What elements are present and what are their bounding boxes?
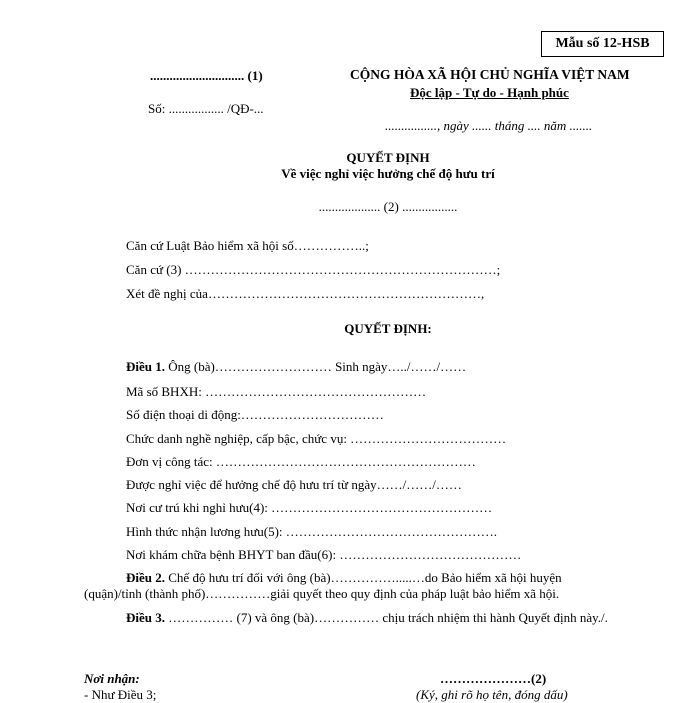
field-pension-method: Hình thức nhận lương hưu(5): ………………………………………….	[126, 524, 498, 539]
title-sub: Về việc nghỉ việc hưởng chế độ hưu trí	[281, 166, 495, 181]
authority-text: ................... (2) .................	[318, 199, 458, 214]
field-social-insurance-code: Mã số BHXH: ……………………………………………	[126, 384, 427, 399]
article-3	[126, 610, 608, 626]
field-retirement-date: Được nghỉ việc để hưởng chế độ hưu trí từ ngày……/……/……	[126, 477, 462, 492]
preamble-line-1: Căn cứ Luật Bảo hiểm xã hội số……………..;	[126, 238, 369, 253]
article-1	[126, 359, 466, 375]
article-2-text: Chế độ hưu trí đối với ông (bà)…………….....…do Bảo hiểm xã hội huyện	[165, 570, 562, 585]
form-number: Mẫu số 12-HSB	[555, 36, 650, 51]
date-line: ................, ngày ...... tháng .... năm .......	[385, 118, 593, 133]
field-work-unit: Đơn vị công tác: ……………………………………………………	[126, 454, 476, 469]
issuing-org-line: ............................. (1)	[150, 68, 263, 83]
authority-line	[0, 199, 700, 215]
field-health-insurance-clinic: Nơi khám chữa bệnh BHYT ban đầu(6): ……………………………………	[126, 547, 522, 562]
preamble-line-2: Căn cứ (3) ………………………………………………………………;	[126, 262, 501, 277]
signature-note: (Ký, ghi rõ họ tên, đóng dấu)	[416, 687, 568, 702]
document-title	[0, 150, 700, 166]
article-1-text: Ông (bà)……………………… Sinh ngày…../……/……	[165, 359, 467, 374]
recipient-item-1: - Như Điều 3;	[84, 687, 157, 702]
decision-number-line: Số: ................. /QĐ-...	[148, 101, 264, 116]
article-2-line-2: (quận)/tỉnh (thành phố)……………giải quyết theo quy định của pháp luật bảo hiểm xã hội.	[84, 586, 560, 601]
field-job-title: Chức danh nghề nghiệp, cấp bậc, chức vụ: ………………………………	[126, 431, 507, 446]
preamble-line-3: Xét đề nghị của………………………………………………………,	[126, 286, 485, 301]
article-2-label: Điều 2.	[126, 570, 165, 585]
article-1-label: Điều 1.	[126, 359, 165, 374]
decision-heading-text: QUYẾT ĐỊNH:	[344, 321, 432, 336]
national-motto	[410, 85, 569, 101]
article-2-line-1	[126, 570, 649, 586]
decision-heading	[0, 321, 700, 337]
field-mobile-phone: Số điện thoại di động:……………………………	[126, 407, 384, 422]
signer-line: …………………(2)	[440, 671, 547, 686]
title-main: QUYẾT ĐỊNH	[346, 150, 430, 165]
motto-text: Độc lập - Tự do - Hạnh phúc	[410, 85, 569, 100]
form-number-box	[541, 31, 664, 57]
article-3-text: …………… (7) và ông (bà)…………… chịu trách nhiệm thi hành Quyết định này./.	[165, 610, 608, 625]
field-residence: Nơi cư trú khi nghỉ hưu(4): ……………………………………………	[126, 500, 493, 515]
recipients-label: Nơi nhận:	[84, 671, 140, 686]
article-3-label: Điều 3.	[126, 610, 165, 625]
document-subtitle	[0, 166, 700, 182]
country-name: CỘNG HÒA XÃ HỘI CHỦ NGHĨA VIỆT NAM	[350, 67, 630, 82]
